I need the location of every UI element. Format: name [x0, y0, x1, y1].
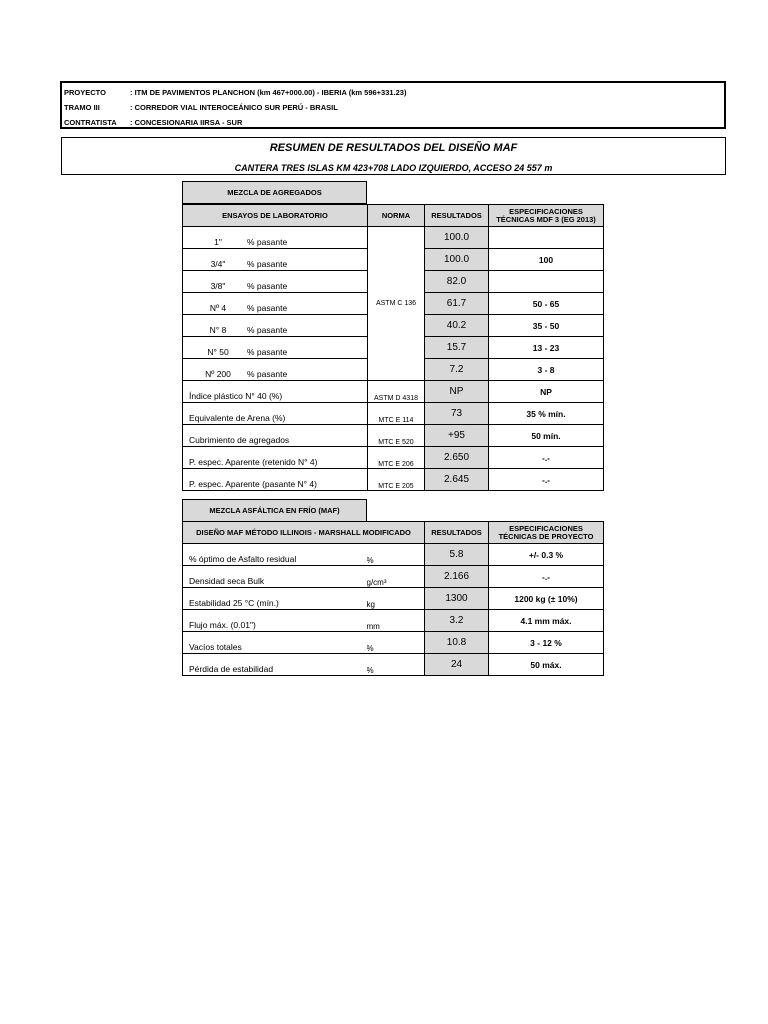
- spec-cell: [489, 227, 604, 249]
- header-row-contratista: [62, 115, 724, 131]
- sieve-label: % pasante: [247, 303, 288, 313]
- result-cell: 2.645: [425, 469, 489, 491]
- sieve-size: N° 8: [209, 325, 227, 335]
- sieve-size: 1": [214, 237, 222, 247]
- result-cell: +95: [425, 425, 489, 447]
- table-row: [183, 447, 604, 469]
- spec-cell: 13 - 23: [489, 337, 604, 359]
- result-cell: 73: [425, 403, 489, 425]
- spec-cell: 4.1 mm máx.: [489, 610, 604, 632]
- sieve-label: % pasante: [247, 237, 288, 247]
- norma-cell: ASTM D 4318: [368, 381, 425, 403]
- header-label: PROYECTO: [64, 88, 106, 97]
- title-box: [61, 137, 726, 175]
- spec-cell: -.-: [489, 566, 604, 588]
- sieve-size: 3/4": [210, 259, 226, 269]
- test-label: Flujo máx. (0.01"): [183, 610, 367, 632]
- table-row: [183, 469, 604, 491]
- sieve-cell: [183, 271, 368, 293]
- test-label: P. espec. Aparente (pasante N° 4): [183, 469, 368, 491]
- table-row: [183, 654, 604, 676]
- norma-cell: MTC E 206: [368, 447, 425, 469]
- sieve-norma: ASTM C 136: [368, 227, 425, 381]
- result-cell: 3.2: [425, 610, 489, 632]
- col-header-especificaciones: ESPECIFICACIONES TÉCNICAS MDF 3 (EG 2013): [489, 205, 604, 227]
- spec-cell: [489, 271, 604, 293]
- table-row: [183, 588, 604, 610]
- unit-cell: %: [367, 544, 425, 566]
- sieve-size: N° 50: [207, 347, 229, 357]
- header-value: : ITM DE PAVIMENTOS PLANCHON (km 467+000.00) - IBERIA (km 596+331.23): [130, 88, 407, 97]
- result-cell: 61.7: [425, 293, 489, 315]
- table-row: [183, 610, 604, 632]
- result-cell: 5.8: [425, 544, 489, 566]
- col-header-especificaciones: ESPECIFICACIONES TÉCNICAS DE PROYECTO: [489, 522, 604, 544]
- spec-cell: 50 - 65: [489, 293, 604, 315]
- table-row: [183, 403, 604, 425]
- result-cell: 100.0: [425, 249, 489, 271]
- spec-cell: 35 % mín.: [489, 403, 604, 425]
- test-label: Pérdida de estabilidad: [183, 654, 367, 676]
- sieve-cell: [183, 337, 368, 359]
- sieve-label: % pasante: [247, 325, 288, 335]
- sieve-cell: [183, 293, 368, 315]
- col-header-ensayos: ENSAYOS DE LABORATORIO: [183, 205, 368, 227]
- result-cell: 100.0: [425, 227, 489, 249]
- agregados-header-row: [183, 205, 604, 227]
- spec-cell: 50 mín.: [489, 425, 604, 447]
- test-label: Densidad seca Bulk: [183, 566, 367, 588]
- unit-cell: %: [367, 632, 425, 654]
- sieve-size: Nº 4: [209, 303, 227, 313]
- header-row-tramo: [62, 100, 724, 116]
- test-label: P. espec. Aparente (retenido N° 4): [183, 447, 368, 469]
- result-cell: 2.650: [425, 447, 489, 469]
- result-cell: 2.166: [425, 566, 489, 588]
- result-cell: 82.0: [425, 271, 489, 293]
- test-label: Estabilidad 25 °C (mín.): [183, 588, 367, 610]
- test-label: Equivalente de Arena (%): [183, 403, 368, 425]
- spec-cell: 35 - 50: [489, 315, 604, 337]
- test-label: Vacíos totales: [183, 632, 367, 654]
- col-header-diseno: DISEÑO MAF MÉTODO ILLINOIS - MARSHALL MODIFICADO: [183, 522, 425, 544]
- spec-cell: +/- 0.3 %: [489, 544, 604, 566]
- maf-table: [182, 521, 604, 676]
- header-value: : CORREDOR VIAL INTEROCEÁNICO SUR PERÚ - BRASIL: [130, 103, 338, 112]
- spec-cell: NP: [489, 381, 604, 403]
- sieve-size: Nº 200: [205, 369, 231, 379]
- unit-cell: mm: [367, 610, 425, 632]
- table-row: [183, 544, 604, 566]
- unit-cell: kg: [367, 588, 425, 610]
- table-row: [183, 425, 604, 447]
- header-row-proyecto: [62, 85, 724, 101]
- spec-cell: -.-: [489, 469, 604, 491]
- table-row: [183, 632, 604, 654]
- col-header-norma: NORMA: [368, 205, 425, 227]
- result-cell: 40.2: [425, 315, 489, 337]
- maf-section-title: MEZCLA ASFÁLTICA EN FRÍO (MAF): [183, 500, 367, 522]
- test-label: Índice plástico N° 40 (%): [183, 381, 368, 403]
- table-row: [183, 227, 604, 249]
- document-title: RESUMEN DE RESULTADOS DEL DISEÑO MAF: [269, 142, 518, 154]
- spec-cell: 100: [489, 249, 604, 271]
- unit-cell: %: [367, 654, 425, 676]
- col-header-resultados: RESULTADOS: [425, 205, 489, 227]
- header-label: TRAMO III: [64, 103, 100, 112]
- document-subtitle: CANTERA TRES ISLAS KM 423+708 LADO IZQUIERDO, ACCESO 24 557 m: [234, 163, 553, 173]
- sieve-size: 3/8": [210, 281, 226, 291]
- unit-cell: g/cm³: [367, 566, 425, 588]
- spec-cell: -.-: [489, 447, 604, 469]
- project-header: [60, 81, 726, 129]
- sieve-label: % pasante: [247, 259, 288, 269]
- maf-section-title-table: [182, 499, 367, 522]
- spec-cell: 1200 kg (± 10%): [489, 588, 604, 610]
- sieve-label: % pasante: [247, 281, 288, 291]
- result-cell: NP: [425, 381, 489, 403]
- norma-cell: MTC E 205: [368, 469, 425, 491]
- result-cell: 10.8: [425, 632, 489, 654]
- header-label: CONTRATISTA: [64, 118, 117, 127]
- sieve-label: % pasante: [247, 347, 288, 357]
- sieve-cell: [183, 359, 368, 381]
- agregados-section-title: MEZCLA DE AGREGADOS: [183, 182, 367, 204]
- sieve-cell: [183, 227, 368, 249]
- sieve-cell: [183, 249, 368, 271]
- table-row: [183, 381, 604, 403]
- norma-cell: MTC E 520: [368, 425, 425, 447]
- spec-cell: 3 - 8: [489, 359, 604, 381]
- result-cell: 1300: [425, 588, 489, 610]
- norma-cell: MTC E 114: [368, 403, 425, 425]
- table-row: [183, 566, 604, 588]
- maf-header-row: [183, 522, 604, 544]
- spec-cell: 50 máx.: [489, 654, 604, 676]
- test-label: Cubrimiento de agregados: [183, 425, 368, 447]
- result-cell: 15.7: [425, 337, 489, 359]
- result-cell: 7.2: [425, 359, 489, 381]
- agregados-table: [182, 204, 604, 491]
- spec-cell: 3 - 12 %: [489, 632, 604, 654]
- test-label: % óptimo de Asfalto residual: [183, 544, 367, 566]
- col-header-resultados: RESULTADOS: [425, 522, 489, 544]
- result-cell: 24: [425, 654, 489, 676]
- sieve-label: % pasante: [247, 369, 288, 379]
- header-value: : CONCESIONARIA IIRSA - SUR: [130, 118, 243, 127]
- sieve-cell: [183, 315, 368, 337]
- agregados-section-title-table: [182, 181, 367, 204]
